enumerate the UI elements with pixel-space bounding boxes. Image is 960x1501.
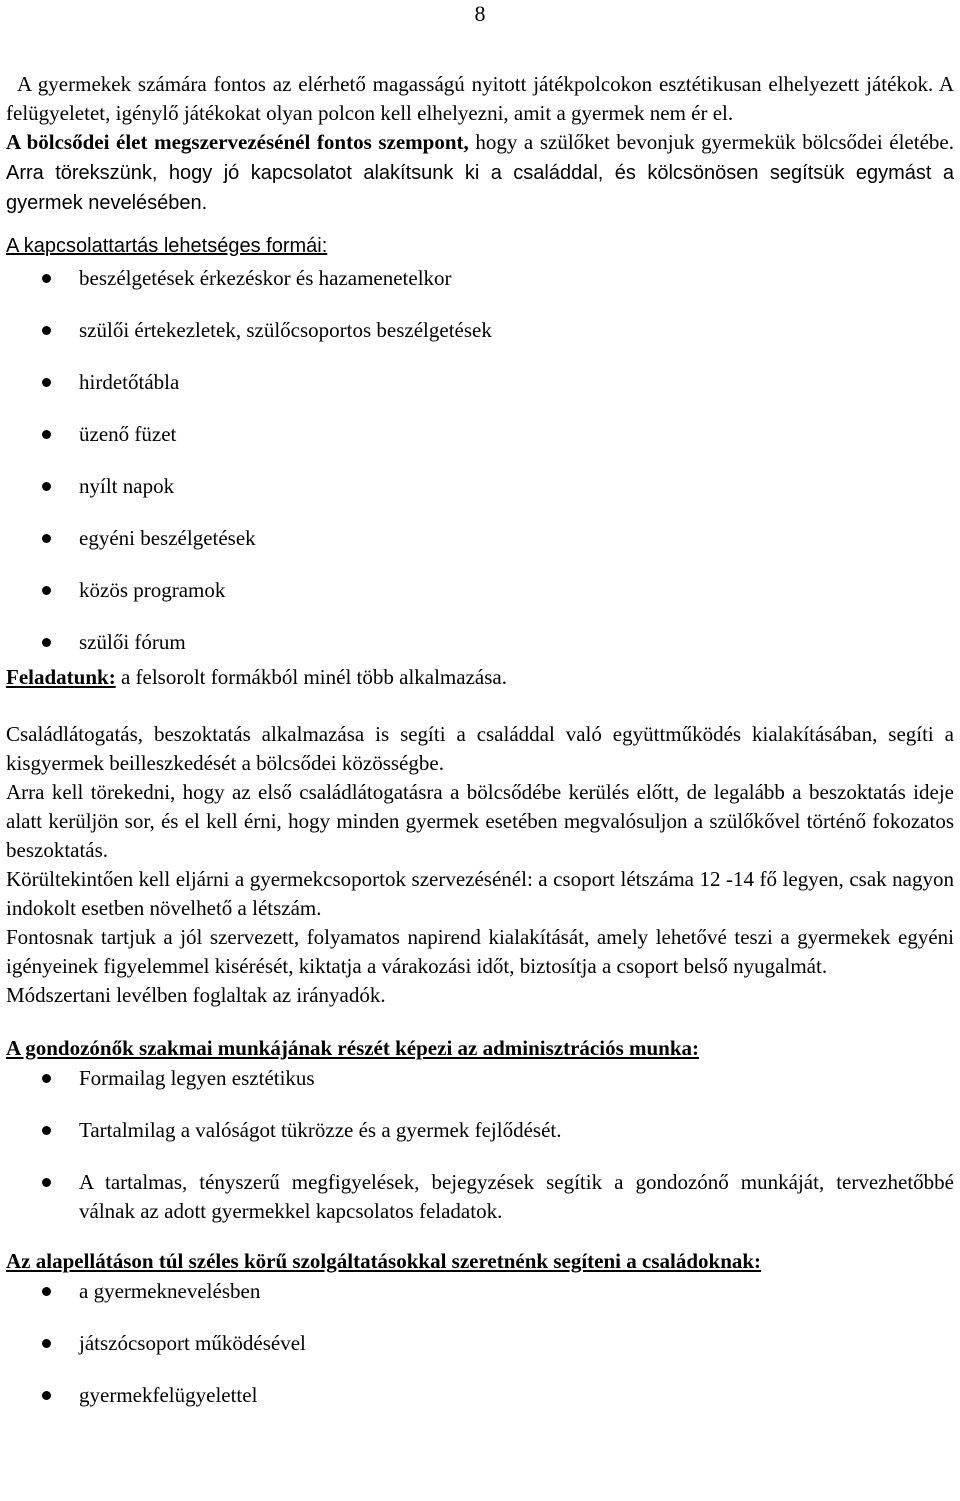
contact-forms-heading: A kapcsolattartás lehetséges formái: <box>6 235 328 257</box>
bullet-icon <box>42 1339 51 1348</box>
bullet-icon <box>42 482 51 491</box>
list-item: nyílt napok <box>6 472 954 501</box>
list-item: hirdetőtábla <box>6 368 954 397</box>
document-body <box>6 70 954 1410</box>
intro-paragraph-toys: A gyermekek számára fontos az elérhető magasságú nyitott játékpolcokon esztétikusan elhelyezett játékok. A felügyeletet, igénylő játékokat olyan polcon kell elhelyezni, amit a gyermek nem ér el. <box>6 72 954 125</box>
bullet-icon <box>42 274 51 283</box>
list-item: A tartalmas, tényszerű megfigyelések, bejegyzések segítik a gondozónő munkáját, tervezhetőbbé válnak az adott gyermekkel kapcsolatos feladatok. <box>6 1168 954 1226</box>
bullet-icon <box>42 1126 51 1135</box>
bullet-icon <box>42 534 51 543</box>
parents-key-phrase: A bölcsődei élet megszervezésénél fontos szempont, <box>6 130 469 154</box>
body-paragraph-family-visit: Családlátogatás, beszoktatás alkalmazása is segíti a családdal való együttműködés kialakításában, segíti a kisgyermek beilleszkedését a bölcsődei közösségbe. <box>6 722 954 775</box>
list-item: Tartalmilag a valóságot tükrözze és a gyermek fejlődését. <box>6 1116 954 1145</box>
body-paragraph-group-size: Körültekintően kell eljárni a gyermekcsoportok szervezésénél: a csoport létszáma 12 -14 fő legyen, csak nagyon indokolt esetben növelhető a létszám. <box>6 867 954 920</box>
body-paragraph-first-visit: Arra kell törekedni, hogy az első családlátogatásra a bölcsődébe kerülés előtt, de legalább a beszoktatás ideje alatt kerüljön sor, és el kell érni, hogy minden gyermek esetében megvalósuljon a szülőkővel történő fokozatos beszoktatás. <box>6 780 954 862</box>
bullet-icon <box>42 586 51 595</box>
list-item: közös programok <box>6 576 954 605</box>
body-paragraph-methodology: Módszertani levélben foglaltak az irányadók. <box>6 983 386 1007</box>
task-text: a felsorolt formákból minél több alkalmazása. <box>115 665 507 689</box>
parents-cooperation: Arra törekszünk, hogy jó kapcsolatot alakítsunk ki a családdal, és kölcsönösen segítsük egymást a gyermek nevelésében. <box>6 162 954 214</box>
parents-rest: hogy a szülőket bevonjuk gyermekük bölcsődei életébe. <box>468 130 954 154</box>
admin-list <box>6 1064 954 1226</box>
list-item: beszélgetések érkezéskor és hazamenetelkor <box>6 264 954 293</box>
bullet-icon <box>42 1391 51 1400</box>
list-item: a gyermeknevelésben <box>6 1277 954 1306</box>
body-paragraph-daily-routine: Fontosnak tartjuk a jól szervezett, folyamatos napirend kialakítását, amely lehetővé teszi a gyermekek egyéni igényeinek figyelemmel kisérését, kiktatja a várakozási időt, biztosítja a csoport belső nyugalmát. <box>6 925 954 978</box>
page-number: 8 <box>474 1 486 26</box>
bullet-icon <box>42 326 51 335</box>
bullet-icon <box>42 1074 51 1083</box>
task-label: Feladatunk: <box>6 665 116 689</box>
bullet-icon <box>42 1287 51 1296</box>
task-paragraph <box>6 663 954 692</box>
contact-forms-list <box>6 264 954 657</box>
intro-paragraph-parents <box>6 128 954 218</box>
list-item: üzenő füzet <box>6 420 954 449</box>
bullet-icon <box>42 1178 51 1187</box>
services-heading: Az alapellátáson túl széles körű szolgáltatásokkal szeretnénk segíteni a családoknak: <box>6 1249 762 1273</box>
list-item: játszócsoport működésével <box>6 1329 954 1358</box>
services-list <box>6 1277 954 1410</box>
list-item: szülői fórum <box>6 628 954 657</box>
list-item: szülői értekezletek, szülőcsoportos beszélgetések <box>6 316 954 345</box>
bullet-icon <box>42 430 51 439</box>
admin-heading: A gondozónők szakmai munkájának részét képezi az adminisztrációs munka: <box>6 1036 700 1060</box>
bullet-icon <box>42 378 51 387</box>
bullet-icon <box>42 638 51 647</box>
list-item: gyermekfelügyelettel <box>6 1381 954 1410</box>
list-item: egyéni beszélgetések <box>6 524 954 553</box>
list-item: Formailag legyen esztétikus <box>6 1064 954 1093</box>
